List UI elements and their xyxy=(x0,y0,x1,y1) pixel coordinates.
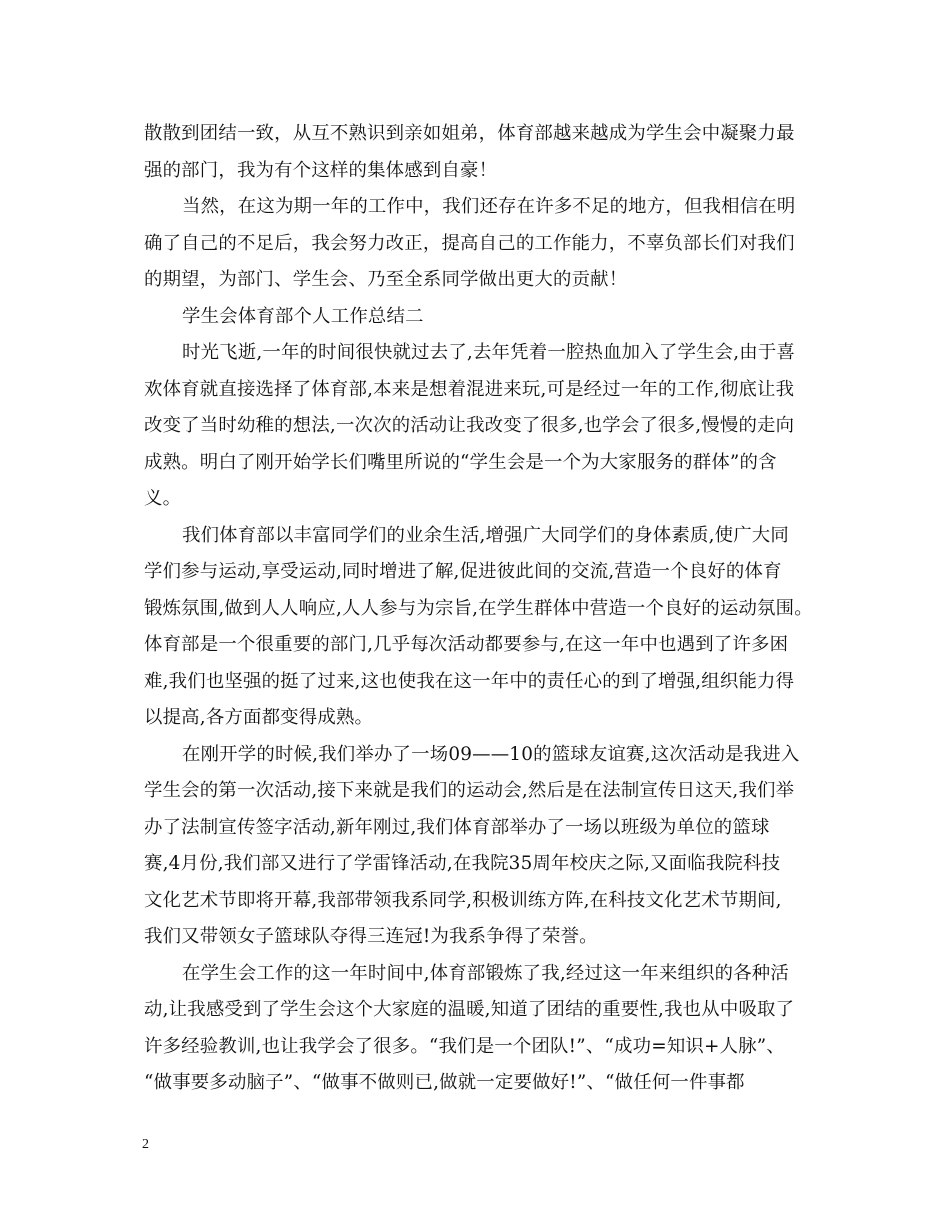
text-line: 锻炼氛围,做到人人响应,人人参与为宗旨,在学生群体中营造一个良好的运动氛围。 xyxy=(144,597,813,619)
text-line: 散散到团结一致，从互不熟识到亲如姐弟，体育部越来越成为学生会中凝聚力最 xyxy=(144,123,795,144)
text-line: 动,让我感受到了学生会这个大家庭的温暖,知道了团结的重要性,我也从中吸取了 xyxy=(144,999,795,1020)
text-line: 欢体育就直接选择了体育部,本来是想着混进来玩,可是经过一年的工作,彻底让我 xyxy=(144,378,795,400)
text-line: 办了法制宣传签字活动,新年刚过,我们体育部举办了一场以班级为单位的篮球 xyxy=(144,816,770,838)
text-line: 以提高,各方面都变得成熟。 xyxy=(144,707,374,728)
paragraph-start: 时光飞逝,一年的时间很快就过去了,去年凭着一腔热血加入了学生会,由于喜 xyxy=(182,342,796,363)
text-line: 改变了当时幼稚的想法,一次次的活动让我改变了很多,也学会了很多,慢慢的走向 xyxy=(144,415,795,436)
body-text xyxy=(144,116,824,1102)
text-line: 体育部是一个很重要的部门,几乎每次活动都要参与,在这一年中也遇到了许多困 xyxy=(144,634,789,655)
paragraph-start: 在学生会工作的这一年时间中,体育部锻炼了我,经过这一年来组织的各种活 xyxy=(182,962,789,984)
text-line: 难,我们也坚强的挺了过来,这也使我在这一年中的责任心的到了增强,组织能力得 xyxy=(144,670,795,692)
paragraph-start: 我们体育部以丰富同学们的业余生活,增强广大同学们的身体素质,使广大同 xyxy=(182,524,789,546)
page-number: 2 xyxy=(142,1137,149,1152)
text-line: 我们又带领女子篮球队夺得三连冠!为我系争得了荣誉。 xyxy=(144,926,598,947)
text-line: 许多经验教训,也让我学会了很多。“我们是一个团队!”、“成功=知识+人脉”、 xyxy=(144,1035,785,1057)
paragraph-start: 当然，在这为期一年的工作中，我们还存在许多不足的地方，但我相信在明 xyxy=(182,196,796,217)
text-line: 的期望，为部门、学生会、乃至全系同学做出更大的贡献！ xyxy=(144,269,628,290)
paragraph-start: 在刚开学的时候,我们举办了一场09——10的篮球友谊赛,这次活动是我进入 xyxy=(182,743,800,765)
text-line: 强的部门，我为有个这样的集体感到自豪！ xyxy=(144,159,498,181)
text-line: 确了自己的不足后，我会努力改正，提高自己的工作能力，不辜负部长们对我们 xyxy=(144,232,795,254)
text-line: 成熟。明白了刚开始学长们嘴里所说的“学生会是一个为大家服务的群体”的含 xyxy=(144,451,777,473)
text-line: 文化艺术节即将开幕,我部带领我系同学,积极训练方阵,在科技文化艺术节期间, xyxy=(144,889,782,911)
text-line: 学生会的第一次活动,接下来就是我们的运动会,然后是在法制宣传日这天,我们举 xyxy=(144,780,795,801)
text-line: 义。 xyxy=(144,488,182,509)
text-line: 学们参与运动,享受运动,同时增进了解,促进彼此间的交流,营造一个良好的体育 xyxy=(144,561,782,582)
text-line: “做事要多动脑子”、“做事不做则已,做就一定要做好!”、“做任何一件事都 xyxy=(144,1072,745,1093)
text-line: 赛,4月份,我们部又进行了学雷锋活动,在我院35周年校庆之际,又面临我院科技 xyxy=(144,853,781,874)
section-heading: 学生会体育部个人工作总结二 xyxy=(182,305,424,327)
